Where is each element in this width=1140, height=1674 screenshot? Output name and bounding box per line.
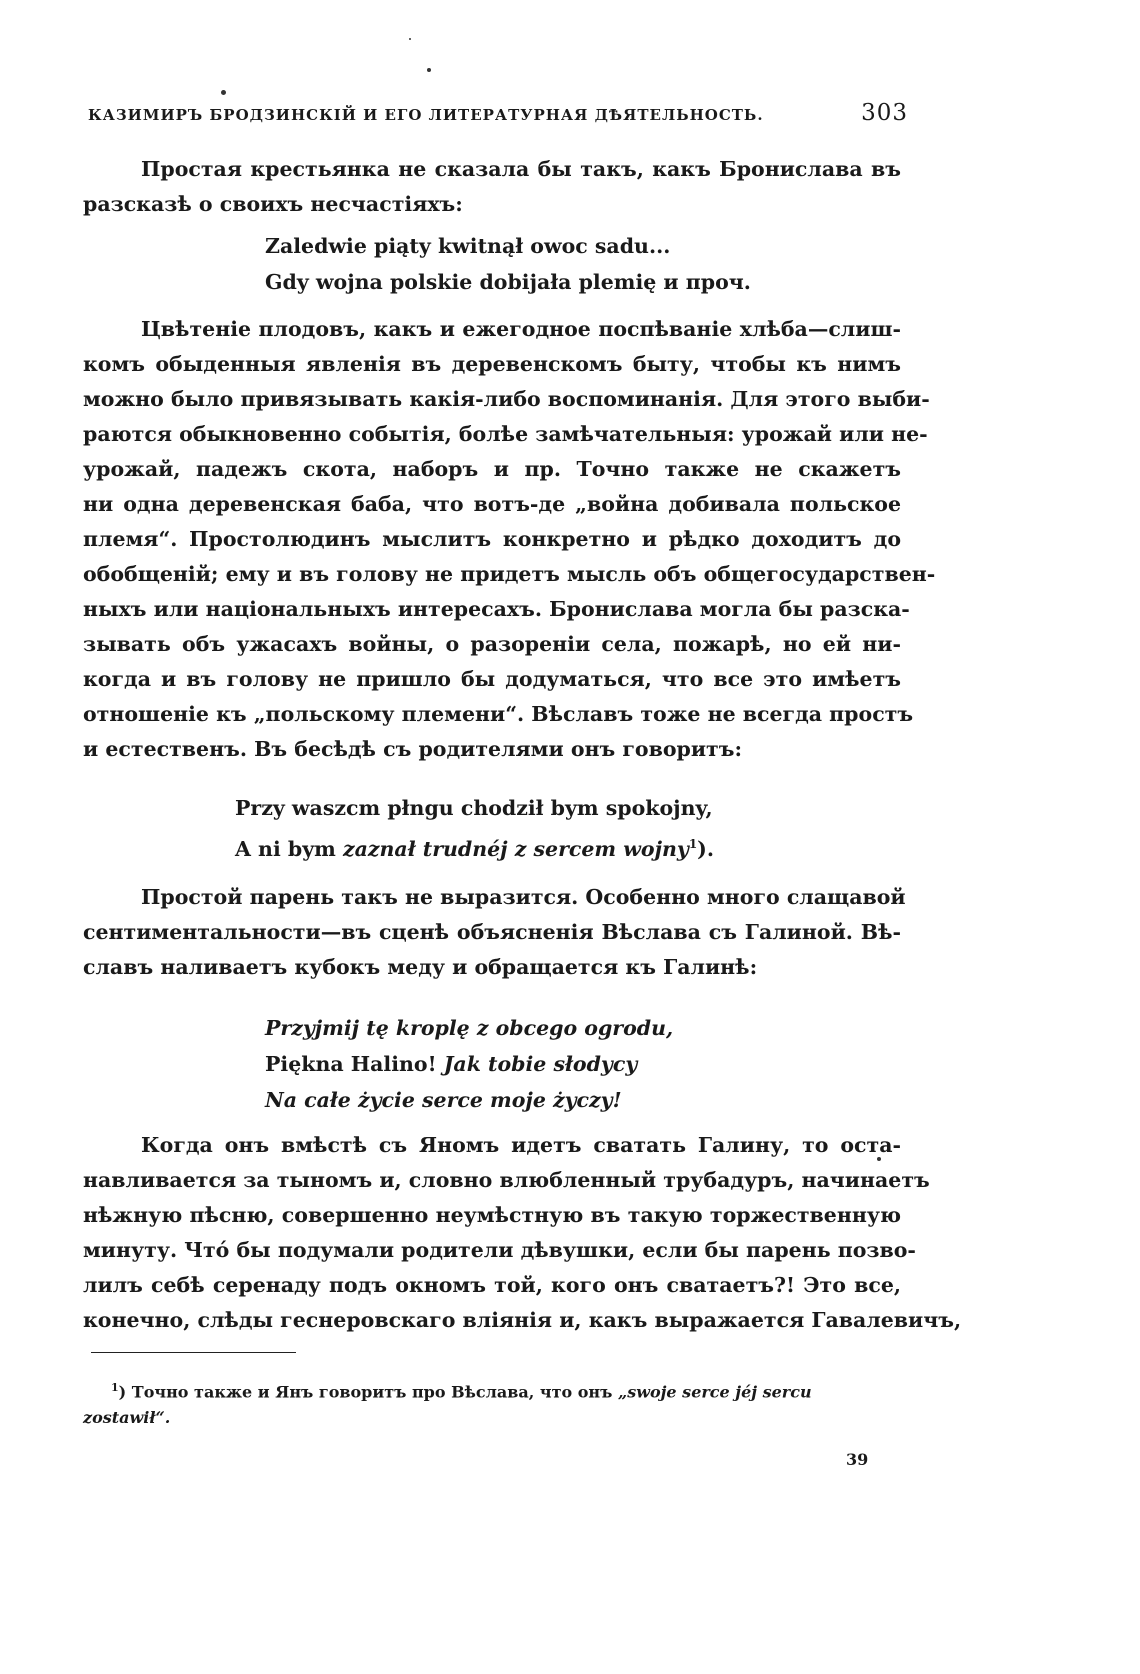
verse-line <box>235 826 714 867</box>
footnote-rule <box>91 1352 296 1353</box>
footnote-line <box>83 1375 901 1405</box>
running-title: КАЗИМИРЪ БРОДЗИНСКІЙ И ЕГО ЛИТЕРАТУРНАЯ ДѢЯТЕЛЬНОСТЬ. <box>88 106 764 124</box>
verse-line: Przy waszcm płngu chodził bym spokojny, <box>235 796 713 820</box>
print-speck <box>409 38 411 40</box>
paragraph-3 <box>83 880 906 985</box>
text-line: нѣжную пѣсню, совершенно неумѣстную въ такую торжественную <box>83 1203 901 1227</box>
footnote-ref: 1 <box>688 837 698 851</box>
print-speck <box>427 68 431 72</box>
text-line: конечно, слѣды геснеровскаго вліянія и, какъ выражается Гавалевичъ, <box>83 1308 962 1332</box>
print-speck <box>221 90 226 95</box>
text-line: отношеніе къ „польскому племени“. Вѣславъ тоже не всегда простъ <box>83 702 914 726</box>
verse-line <box>265 1046 673 1082</box>
signature-mark: 39 <box>846 1450 869 1469</box>
text-line: лилъ себѣ серенаду подъ окномъ той, кого онъ сватаетъ?! Это все, <box>83 1273 901 1297</box>
text-line: обобщеній; ему и въ голову не придетъ мысль объ общегосударствен- <box>83 562 936 586</box>
text-line: ни одна деревенская баба, что вотъ-де „война добивала польское <box>83 492 901 516</box>
text-line: ныхъ или національныхъ интересахъ. Бронислава могла бы разска- <box>83 597 910 621</box>
print-speck <box>877 1157 881 1161</box>
footnote <box>83 1375 901 1431</box>
text-line: славъ наливаетъ кубокъ меду и обращается къ Галинѣ: <box>83 955 758 979</box>
text-line: раются обыкновенно событія, болѣе замѣчательныя: урожай или не- <box>83 422 928 446</box>
footnote-quote-cont: zostawił“. <box>83 1408 171 1428</box>
paragraph-4 <box>83 1128 962 1338</box>
text-line: разсказѣ о своихъ несчастіяхъ: <box>83 192 463 216</box>
verse-line: Gdy wojna polskie dobijała plemię и проч. <box>265 270 751 294</box>
verse-italic: Jak tobie słodycy <box>443 1052 638 1076</box>
verse-line: Na całe życie serce moje życzy! <box>265 1088 622 1112</box>
verse-2 <box>235 790 714 867</box>
text-line: Простая крестьянка не сказала бы такъ, какъ Брониславa въ <box>141 157 901 181</box>
text-line: можно было привязывать какія-либо воспоминанія. Для этого выби- <box>83 387 930 411</box>
verse-3 <box>265 1010 673 1118</box>
page-header <box>88 100 908 126</box>
footnote-quote: „swoje serce jéj sercu <box>617 1382 812 1402</box>
footnote-text: ) Точно также и Янъ говоритъ про Вѣслава, что онъ <box>118 1382 618 1402</box>
footnote-marker: 1 <box>111 1381 119 1394</box>
page-number: 303 <box>861 100 908 126</box>
text-line: урожай, падежъ скота, наборъ и пр. Точно также не скажетъ <box>83 457 901 481</box>
text-line: сентиментальности—въ сценѣ объясненія Вѣслава съ Галиной. Вѣ- <box>83 920 901 944</box>
text-line: минуту. Чтó бы подумали родители дѣвушки, если бы парень позво- <box>83 1238 916 1262</box>
verse-line: Zaledwie piąty kwitnął owoc sadu... <box>265 234 671 258</box>
text-line: когда и въ голову не пришло бы додуматься, что все это имѣетъ <box>83 667 901 691</box>
verse-italic: zaznał trudnéj z sercem wojny <box>342 836 689 861</box>
text-line: зывать объ ужасахъ войны, о разореніи села, пожарѣ, но ей ни- <box>83 632 901 656</box>
text-line: Когда онъ вмѣстѣ съ Яномъ идетъ сватать Галину, то оста- <box>141 1133 901 1157</box>
text-line: племя“. Простолюдинъ мыслитъ конкретно и рѣдко доходитъ до <box>83 527 901 551</box>
verse-line: Przyjmij tę kroplę z obcego ogrodu, <box>265 1016 674 1040</box>
paragraph-1 <box>83 152 901 222</box>
verse-roman: A ni bym <box>235 836 343 861</box>
text-line: и естественъ. Въ бесѣдѣ съ родителями онъ говоритъ: <box>83 737 743 761</box>
text-line: Простой парень такъ не выразится. Особенно много слащавой <box>141 885 906 909</box>
verse-end: ). <box>697 836 715 861</box>
paragraph-2 <box>83 312 936 767</box>
text-line: комъ обыденныя явленія въ деревенскомъ быту, чтобы къ нимъ <box>83 352 901 376</box>
verse-1 <box>265 228 751 300</box>
verse-roman: Piękna Halino! <box>265 1052 444 1076</box>
text-line: навливается за тыномъ и, словно влюбленный трубадуръ, начинаетъ <box>83 1168 930 1192</box>
text-line: Цвѣтеніе плодовъ, какъ и ежегодное поспѣваніе хлѣба—слиш- <box>141 317 901 341</box>
